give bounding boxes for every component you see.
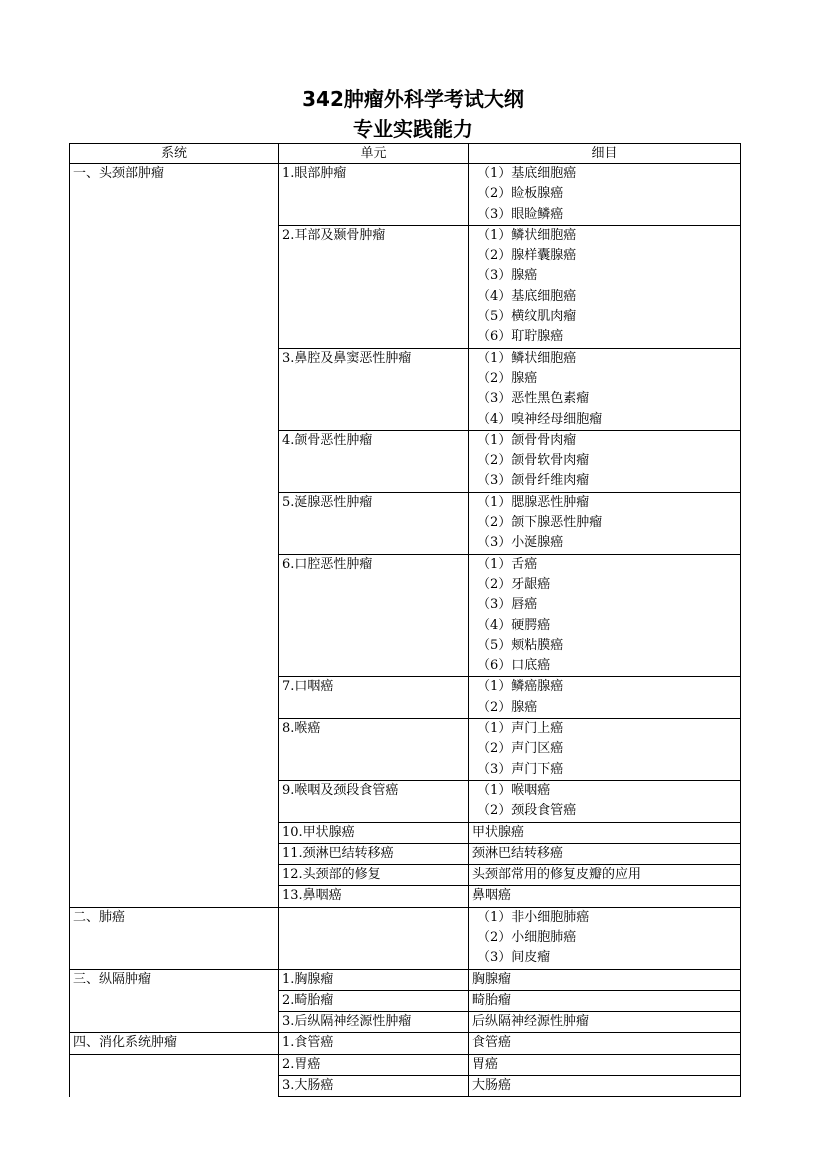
unit-cell <box>279 1033 469 1054</box>
unit-label: 5.涎腺恶性肿瘤 <box>282 494 373 510</box>
detail-item: 食管癌 <box>472 1035 512 1051</box>
unit-cell <box>279 430 469 492</box>
system-cell <box>70 1033 279 1054</box>
detail-item: （2）腺癌 <box>477 370 538 386</box>
detail-cell <box>469 780 741 822</box>
system-label: 一、头颈部肿瘤 <box>73 166 165 181</box>
system-cell <box>70 969 279 1033</box>
detail-item: （3）声门下癌 <box>477 761 564 777</box>
detail-cell <box>469 554 741 677</box>
table-row <box>70 907 741 969</box>
detail-item: （4）硬腭癌 <box>477 617 551 633</box>
table-row <box>70 1033 741 1054</box>
detail-cell <box>469 886 741 907</box>
unit-cell <box>279 225 469 348</box>
detail-item: 畸胎瘤 <box>472 992 512 1008</box>
unit-cell <box>279 780 469 822</box>
unit-label: 3.鼻腔及鼻窦恶性肿瘤 <box>282 350 412 366</box>
detail-cell <box>469 225 741 348</box>
detail-item: 头颈部常用的修复皮瓣的应用 <box>472 867 642 883</box>
detail-cell <box>469 865 741 886</box>
unit-cell <box>279 886 469 907</box>
detail-item: （4）基底细胞癌 <box>477 288 577 304</box>
detail-cell <box>469 990 741 1011</box>
detail-cell <box>469 1054 741 1075</box>
detail-cell <box>469 492 741 554</box>
table-body <box>70 164 741 1097</box>
syllabus-table <box>69 143 741 1097</box>
detail-item: （1）舌癌 <box>477 556 538 572</box>
unit-cell <box>279 677 469 719</box>
detail-item: （3）恶性黑色素瘤 <box>477 391 590 407</box>
detail-item: （2）声门区癌 <box>477 741 564 757</box>
detail-item: （3）眼睑鳞癌 <box>477 206 564 222</box>
unit-cell <box>279 1012 469 1033</box>
detail-item: 颈淋巴结转移癌 <box>472 845 564 861</box>
detail-item: （1）喉咽癌 <box>477 782 551 798</box>
unit-cell <box>279 348 469 430</box>
header-unit: 单元 <box>279 144 469 164</box>
detail-item: （6）耵聍腺癌 <box>477 329 564 345</box>
system-cell <box>70 907 279 969</box>
unit-cell <box>279 554 469 677</box>
detail-cell <box>469 164 741 226</box>
unit-cell <box>279 865 469 886</box>
detail-item: （1）颌骨骨肉瘤 <box>477 432 577 448</box>
detail-item: 大肠癌 <box>472 1078 512 1094</box>
detail-cell <box>469 677 741 719</box>
system-cell-continued <box>70 1054 279 1097</box>
detail-cell <box>469 1012 741 1033</box>
unit-label: 6.口腔恶性肿瘤 <box>282 556 373 572</box>
unit-label: 12.头颈部的修复 <box>282 867 381 883</box>
system-cell <box>70 164 279 908</box>
detail-item: （2）睑板腺癌 <box>477 186 564 202</box>
table-row <box>70 164 741 226</box>
detail-cell <box>469 969 741 990</box>
system-label: 四、消化系统肿瘤 <box>73 1035 178 1051</box>
unit-label: 3.后纵隔神经源性肿瘤 <box>282 1014 412 1030</box>
unit-label: 3.大肠癌 <box>282 1078 334 1094</box>
unit-label: 4.颌骨恶性肿瘤 <box>282 432 373 448</box>
unit-cell <box>279 719 469 781</box>
unit-label <box>282 908 468 928</box>
table-header-row <box>70 144 741 164</box>
detail-item: （1）腮腺恶性肿瘤 <box>477 494 590 510</box>
table-row <box>70 1054 741 1075</box>
unit-label: 2.耳部及颞骨肿瘤 <box>282 227 386 243</box>
detail-cell <box>469 822 741 843</box>
unit-cell <box>279 843 469 864</box>
header-system: 系统 <box>70 144 279 164</box>
detail-item: （3）间皮瘤 <box>477 950 551 966</box>
unit-cell <box>279 822 469 843</box>
unit-label: 13.鼻咽癌 <box>282 888 342 904</box>
detail-item: 胃癌 <box>472 1056 499 1072</box>
system-label: 三、纵隔肿瘤 <box>73 971 152 987</box>
detail-item: （1）鳞状细胞癌 <box>477 350 577 366</box>
detail-item: （2）小细胞肺癌 <box>477 929 577 945</box>
unit-label: 2.畸胎瘤 <box>282 992 334 1008</box>
detail-item: （2）颌下腺恶性肿瘤 <box>477 515 603 531</box>
unit-cell <box>279 164 469 226</box>
detail-item: （4）嗅神经母细胞瘤 <box>477 411 603 427</box>
detail-cell <box>469 719 741 781</box>
unit-cell <box>279 969 469 990</box>
detail-cell <box>469 1033 741 1054</box>
unit-label: 11.颈淋巴结转移癌 <box>282 845 394 861</box>
detail-cell <box>469 843 741 864</box>
unit-cell <box>279 1076 469 1097</box>
unit-cell <box>279 1054 469 1075</box>
table-row <box>70 969 741 990</box>
detail-item: （6）口底癌 <box>477 658 551 674</box>
unit-label: 1.胸腺瘤 <box>282 971 334 987</box>
detail-cell <box>469 348 741 430</box>
unit-cell <box>279 492 469 554</box>
detail-item: （3）颌骨纤维肉瘤 <box>477 473 590 489</box>
system-label: 二、肺癌 <box>73 909 126 925</box>
detail-item: （1）鳞癌腺癌 <box>477 679 564 695</box>
detail-item: （2）腺样囊腺癌 <box>477 248 577 264</box>
detail-item: （1）基底细胞癌 <box>477 166 577 181</box>
unit-cell <box>279 990 469 1011</box>
detail-item: 后纵隔神经源性肿瘤 <box>472 1014 590 1030</box>
detail-item: （5）横纹肌肉瘤 <box>477 309 577 325</box>
page-subtitle: 专业实践能力 <box>353 117 473 141</box>
page-title: 342肿瘤外科学考试大纲 <box>302 87 524 111</box>
detail-item: （1）声门上癌 <box>477 721 564 737</box>
unit-label: 9.喉咽及颈段食管癌 <box>282 782 399 798</box>
detail-item: 鼻咽癌 <box>472 888 512 904</box>
detail-item: （1）鳞状细胞癌 <box>477 227 577 243</box>
detail-item: （1）非小细胞肺癌 <box>477 909 590 925</box>
detail-cell <box>469 907 741 969</box>
detail-item: （2）颈段食管癌 <box>477 803 577 819</box>
unit-label: 7.口咽癌 <box>282 679 334 695</box>
detail-item: （3）腺癌 <box>477 268 538 284</box>
unit-cell <box>279 907 469 969</box>
detail-cell <box>469 1076 741 1097</box>
detail-item: （3）小涎腺癌 <box>477 535 564 551</box>
unit-label: 10.甲状腺癌 <box>282 824 355 840</box>
unit-label: 1.眼部肿瘤 <box>282 166 347 181</box>
detail-item: （2）牙龈癌 <box>477 576 551 592</box>
unit-label: 2.胃癌 <box>282 1056 321 1072</box>
detail-item: （5）颊粘膜癌 <box>477 637 564 653</box>
detail-item: （2）颌骨软骨肉瘤 <box>477 453 590 469</box>
detail-item: 胸腺瘤 <box>472 971 512 987</box>
detail-cell <box>469 430 741 492</box>
header-detail: 细目 <box>469 144 741 164</box>
detail-item: （3）唇癌 <box>477 597 538 613</box>
unit-label: 1.食管癌 <box>282 1035 334 1051</box>
unit-label: 8.喉癌 <box>282 721 321 737</box>
detail-item: （2）腺癌 <box>477 699 538 715</box>
detail-item: 甲状腺癌 <box>472 824 525 840</box>
